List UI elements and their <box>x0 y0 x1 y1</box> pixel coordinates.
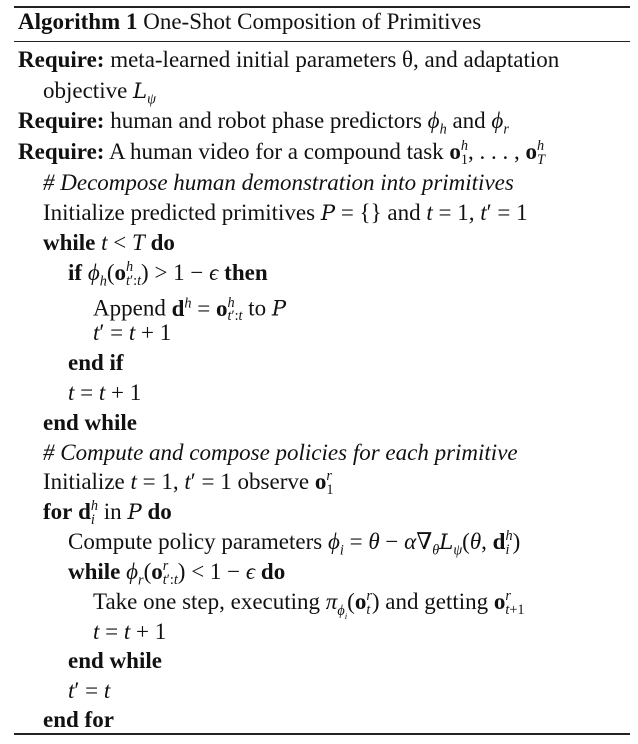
for-line: for d h i in P do <box>43 498 172 528</box>
require-2-text: human and robot phase predictors <box>110 108 422 133</box>
algorithm-label: Algorithm 1 <box>18 9 138 34</box>
math-if-cond: $\phi_h(o$ h t′:t ) > 1 − ϵ <box>87 259 219 290</box>
initialize-observe-line: Initialize t = 1, t′ = 1 observe o r 1 <box>43 468 334 498</box>
math-t-lt-T: t < T <box>101 230 145 255</box>
take-step-line: Take one step, executing $\pi_{\phi_i}(o$ r t ) and getting o r t+1 <box>93 588 525 621</box>
math-phi-h: $\phi_h$ <box>427 108 447 138</box>
require-keyword: Require: <box>18 108 105 133</box>
require-keyword: Require: <box>18 47 105 72</box>
math-t-init: t = 1, t′ = 1 <box>426 200 528 225</box>
append-line: Append $d^h = o$ h t′:t to P <box>93 294 287 325</box>
require-line-1 <box>18 45 559 75</box>
title-rule <box>14 41 630 42</box>
math-phi-r: $\phi_r$ <box>491 108 509 138</box>
math-p: P <box>320 200 336 225</box>
if-line: if $\phi_h(o$ h t′:t ) > 1 − ϵ then <box>68 259 268 290</box>
end-if-line: end if <box>68 350 124 375</box>
t-prime-assign: t′ = t <box>68 678 111 703</box>
end-while-line-2: end while <box>68 648 162 673</box>
t-update-1: t = t + 1 <box>68 380 142 405</box>
compute-params-line: Compute policy parameters $\phi_i = \theta - \alpha\nabla_\theta L_\psi(\theta$, d h i ) <box>68 528 521 559</box>
math-while-cond: $\phi_r(o$ r t′:t ) < 1 − ϵ <box>126 558 256 589</box>
require-1-text: meta-learned initial parameters θ, and adaptation <box>110 47 560 72</box>
algorithm-title <box>18 9 481 35</box>
require-3-text: A human video for a compound task <box>108 139 444 164</box>
top-rule <box>14 6 630 8</box>
comment-compute: # Compute and compose policies for each primitive <box>43 440 518 465</box>
require-line-3 <box>18 137 545 167</box>
while-line: while t < T do <box>43 230 175 255</box>
require-1-cont: objective <box>43 78 128 103</box>
math-obs-seq: o h 1 , . . . , o h T <box>449 138 545 168</box>
math-o-next: o r t+1 <box>493 588 525 618</box>
math-append: $d^h = o$ h t′:t <box>171 294 243 325</box>
while-line-2: while $\phi_r(o$ r t′:t ) < 1 − ϵ do <box>68 558 286 589</box>
math-d-i-h: d h i <box>78 498 99 528</box>
t-prime-update: t′ = t + 1 <box>93 320 172 345</box>
init-primitives-line: Initialize predicted primitives P = {} and t = 1, t′ = 1 <box>43 200 528 225</box>
math-l-psi: $L_\psi$ <box>133 78 156 108</box>
math-pi: $\pi_{\phi_i}(o$ r t ) <box>325 588 380 621</box>
bottom-rule <box>14 733 630 735</box>
end-while-line-1: end while <box>43 410 137 435</box>
algorithm-name: One-Shot Composition of Primitives <box>143 9 482 34</box>
require-keyword: Require: <box>18 139 105 164</box>
require-line-2: Require: human and robot phase predictors $\phi_h$ and $\phi_r$ <box>18 108 509 138</box>
comment-decompose: # Decompose human demonstration into primitives <box>43 170 514 195</box>
math-policy-update: $\phi_i = \theta - \alpha\nabla_\theta L_\psi(\theta$, d h i ) <box>327 528 521 559</box>
math-o-1-r: o r 1 <box>314 468 334 498</box>
end-for-line: end for <box>43 707 114 732</box>
t-update-2: t = t + 1 <box>93 619 167 644</box>
